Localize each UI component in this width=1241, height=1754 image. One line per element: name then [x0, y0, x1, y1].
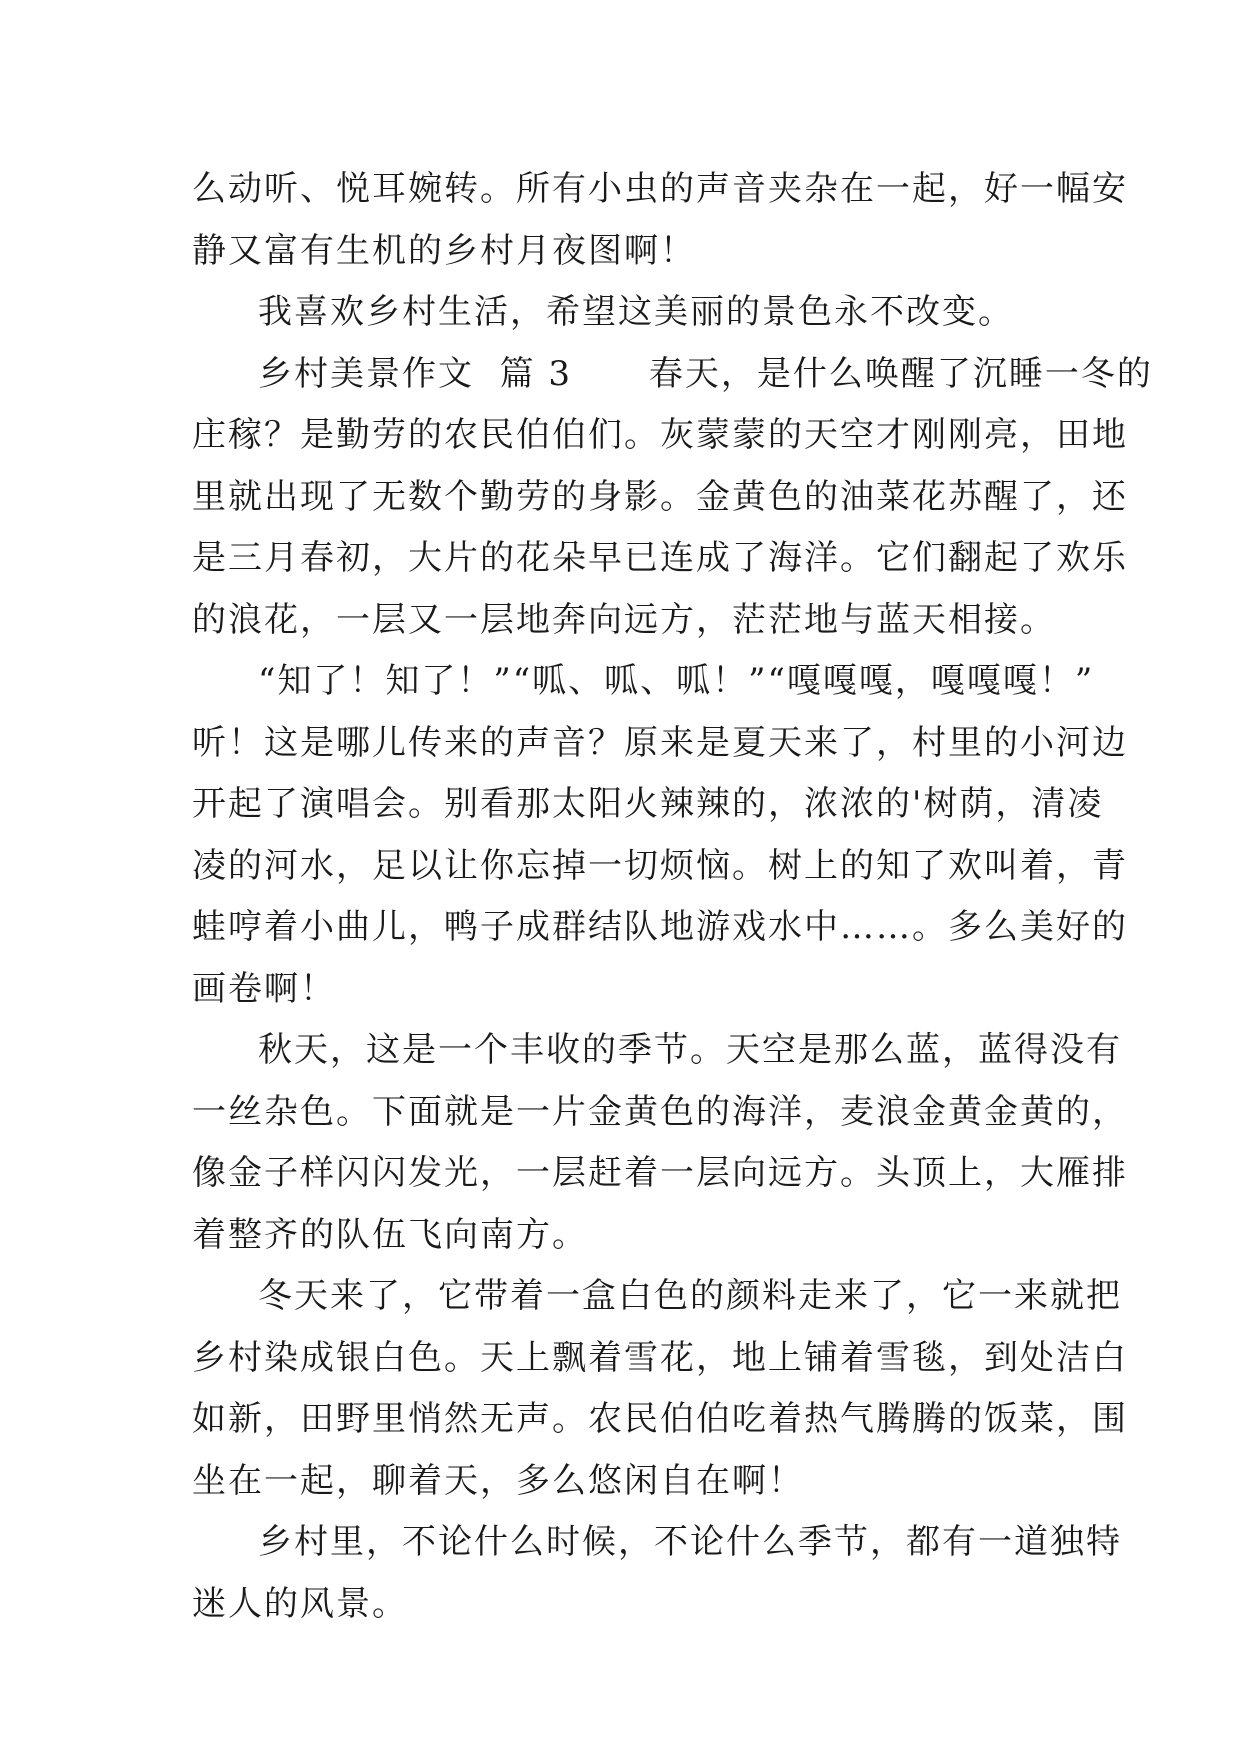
- text-line: 乡村美景作文 篇 3 春天，是什么唤醒了沉睡一冬的: [258, 353, 1153, 394]
- text-line: 里就出现了无数个勤劳的身影。金黄色的油菜花苏醒了，还: [192, 476, 1128, 517]
- text-line: 是三月春初，大片的花朵早已连成了海洋。它们翻起了欢乐: [192, 538, 1128, 578]
- text-line: 秋天，这是一个丰收的季节。天空是那么蓝，蓝得没有: [258, 1030, 1122, 1070]
- text-line: 像金子样闪闪发光，一层赶着一层向远方。头顶上，大雁排: [192, 1153, 1128, 1193]
- text-line: 迷人的风景。: [192, 1583, 408, 1624]
- text-line: “知了！知了！”“呱、呱、呱！”“嘎嘎嘎，嘎嘎嘎！”: [258, 661, 1095, 701]
- text-line: 听！这是哪儿传来的声音？原来是夏天来了，村里的小河边: [192, 722, 1128, 763]
- text-line: 一丝杂色。下面就是一片金黄色的海洋，麦浪金黄金黄的，: [192, 1091, 1128, 1132]
- document-body: [192, 159, 1153, 1635]
- text-line: 着整齐的队伍飞向南方。: [192, 1214, 588, 1255]
- text-line: 开起了演唱会。别看那太阳火辣辣的，浓浓的'树荫，清凌: [192, 784, 1104, 824]
- text-line: 乡村染成银白色。天上飘着雪花，地上铺着雪毯，到处洁白: [192, 1337, 1128, 1378]
- text-line: 坐在一起，聊着天，多么悠闲自在啊！: [192, 1460, 804, 1501]
- text-line: 么动听、悦耳婉转。所有小虫的声音夹杂在一起，好一幅安: [192, 169, 1128, 209]
- text-line: 的浪花，一层又一层地奔向远方，茫茫地与蓝天相接。: [192, 599, 1056, 640]
- text-line: 乡村里，不论什么时候，不论什么季节，都有一道独特: [258, 1522, 1122, 1562]
- text-line: 凌的河水，足以让你忘掉一切烦恼。树上的知了欢叫着，青: [192, 845, 1128, 886]
- text-line: 冬天来了，它带着一盒白色的颜料走来了，它一来就把: [258, 1276, 1122, 1316]
- text-line: 我喜欢乡村生活，希望这美丽的景色永不改变。: [258, 292, 1014, 332]
- text-line: 庄稼？是勤劳的农民伯伯们。灰蒙蒙的天空才刚刚亮，田地: [192, 415, 1128, 455]
- text-line: 如新，田野里悄然无声。农民伯伯吃着热气腾腾的饭菜，围: [192, 1399, 1128, 1439]
- text-line: 画卷啊！: [192, 968, 336, 1009]
- text-line: 蛙哼着小曲儿，鸭子成群结队地游戏水中……。多么美好的: [192, 907, 1128, 947]
- text-line: 静又富有生机的乡村月夜图啊！: [192, 230, 696, 271]
